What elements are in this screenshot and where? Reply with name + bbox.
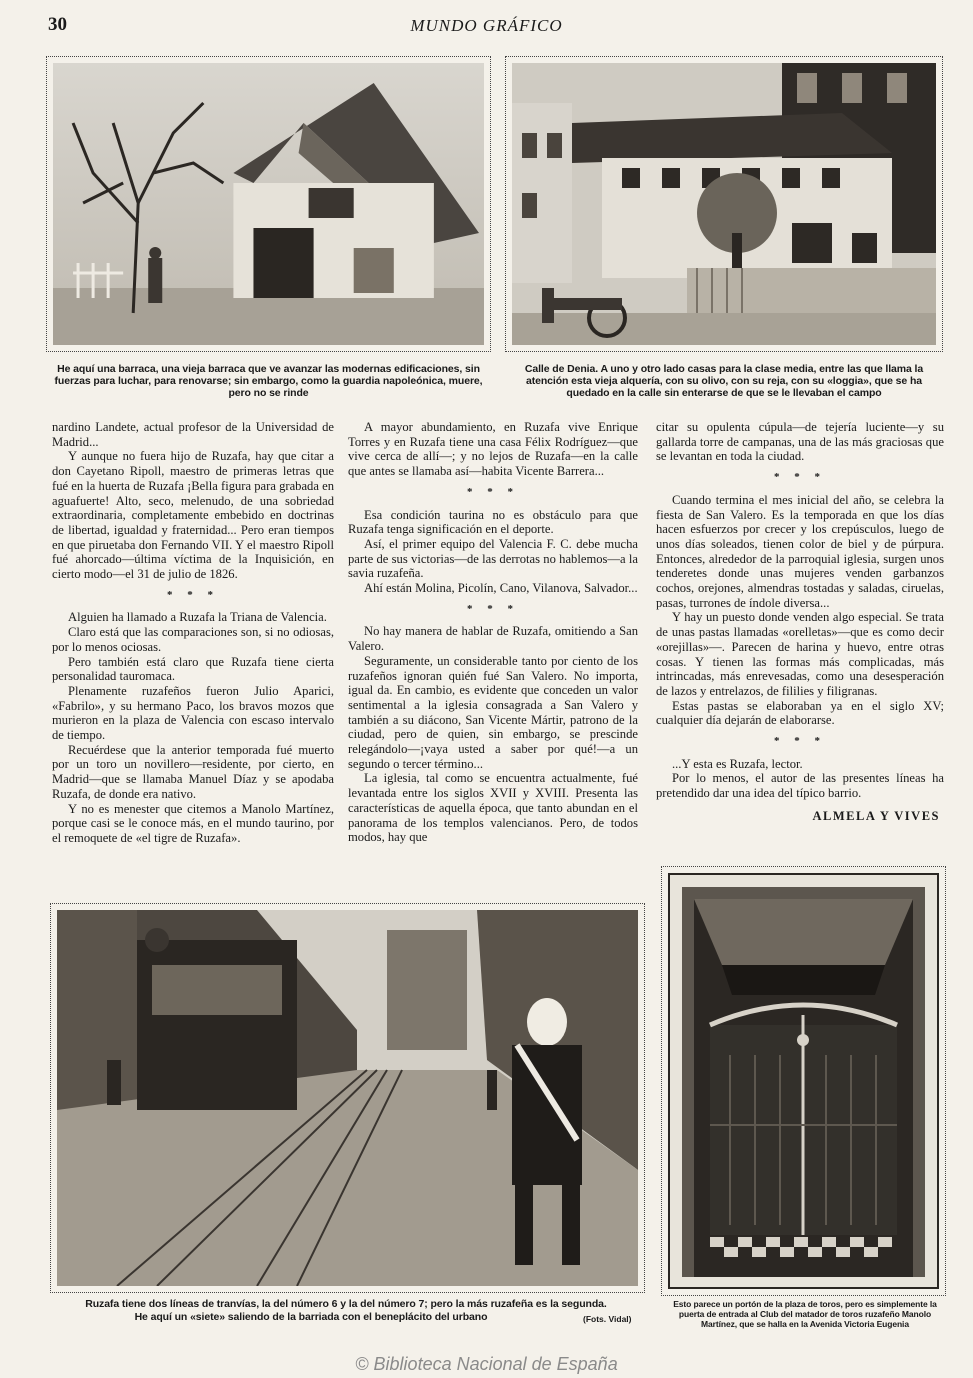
photo-calle-denia-frame bbox=[505, 56, 943, 352]
col2-paragraph-3: Así, el primer equipo del Valencia F. C. debe mucha parte de sus victorias—de las derrotas no hablemos—a la savia ruzafeña. bbox=[348, 536, 638, 581]
col3-paragraph-5: ...Y esta es Ruzafa, lector. bbox=[672, 756, 803, 771]
photo-tranvia-frame bbox=[50, 903, 645, 1293]
caption-barraca: He aquí una barraca, una vieja barraca que ve avanzar las modernas edificaciones, sin fuerzas para luchar, para renovarse; sin embargo, como la guardia napoleónica, muere, pero no se rinde bbox=[54, 363, 483, 399]
col2-paragraph-4: Ahí están Molina, Picolín, Cano, Vilanova, Salvador... bbox=[364, 581, 638, 596]
photo-credit: (Fots. Vidal) bbox=[583, 1314, 632, 1324]
col1-paragraph-8: Y no es menester que citemos a Manolo Martínez, porque casi se le conoce más, en el mundo taurino, por el remoquete de «el tigre de Ruzafa». bbox=[52, 801, 334, 845]
caption-porton: Esto parece un portón de la plaza de toros, pero es simplemente la puerta de entrada al Club del matador de toros ruzafeño Manolo Martínez, que se halla en la Avenida Victoria Eugenia bbox=[673, 1299, 937, 1329]
col1-paragraph-5: Pero también está claro que Ruzafa tiene cierta personalidad tauromaca. bbox=[52, 654, 334, 684]
section-separator: * * * bbox=[467, 602, 519, 615]
col3-paragraph-4: Estas pastas se elaboraban ya en el siglo XV; cualquier día dejarán de elaborarse. bbox=[656, 698, 944, 728]
col2-paragraph-7: La iglesia, tal como se encuentra actualmente, fué levantada entre los siglos XVII y XVIII. Presenta las características de aquella época, que tanto abundan en el panorama de los templos valencianos. Pero, de todos modos, hay que bbox=[348, 771, 638, 845]
photo-calle-denia bbox=[512, 63, 936, 345]
col2-paragraph-5: No hay manera de hablar de Ruzafa, omitiendo a San Valero. bbox=[348, 624, 638, 654]
col3-paragraph-1: citar su opulenta cúpula—de tejería luciente—y su gallarda torre de campanas, una de las más graciosas que se levantan en toda la ciudad. bbox=[656, 420, 944, 464]
porton-image bbox=[670, 875, 937, 1287]
tranvia-image bbox=[57, 910, 638, 1286]
col1-paragraph-2: Y aunque no fuera hijo de Ruzafa, hay que citar a don Cayetano Ripoll, maestro de primeras letras que fué en la huerta de Ruzafa ¡Bella figura para grabada en aguafuerte! Alto, seco, melenudo, de una sobriedad extraordinaria, completamente embebido en doctrinas de libertad, igualdad y fraternidad... Pero eran tiempos en que piruetaba don Fernando VII. Y el maestro Ripoll fué ahorcado—última víctima de la Inquisición, en cierto modo—el 31 de julio de 1826. bbox=[52, 449, 334, 582]
caption-calle-denia: Calle de Denia. A uno y otro lado casas para la clase media, entre las que llama la atención esta vieja alquería, con su olivo, con su reja, con su «loggia», que se ha quedado en la calle sin enterarse de que se le llevaban el campo bbox=[524, 363, 924, 399]
text-column-3 bbox=[656, 420, 944, 824]
photo-porton bbox=[668, 873, 939, 1289]
barraca-image bbox=[53, 63, 484, 345]
col2-paragraph-6: Seguramente, un considerable tanto por ciento de los ruzafeños ignoran quién fué San Valero. No importa, igual da. En cambio, es evidente que conceden un valor sentimental a la iglesia consagrada a San Valero y también a su diácono, San Vicente Mártir, patrono de la ciudad, pero de quien, sin embargo, se prescinde relegándolo—¡vaya usted a saber por qué!—a un segundo o tercer término... bbox=[348, 653, 638, 771]
library-watermark: © Biblioteca Nacional de España bbox=[355, 1354, 618, 1374]
caption-tranvia-line-1: Ruzafa tiene dos líneas de tranvías, la del número 6 y la del número 7; pero la más ruzafeña es la segunda. bbox=[85, 1298, 607, 1310]
col3-paragraph-6: Por lo menos, el autor de las presentes líneas ha pretendido dar una idea del típico barrio. bbox=[656, 771, 944, 801]
section-separator: * * * bbox=[167, 588, 219, 601]
caption-tranvia-line-2: He aquí un «siete» saliendo de la barriada con el beneplácito del urbano bbox=[134, 1311, 488, 1323]
col1-paragraph-1: nardino Landete, actual profesor de la Universidad de Madrid... bbox=[52, 420, 334, 449]
col2-paragraph-2: Esa condición taurina no es obstáculo para que Ruzafa tenga significación en el deporte. bbox=[348, 507, 638, 537]
magazine-title: MUNDO GRÁFICO bbox=[410, 16, 563, 35]
section-separator: * * * bbox=[774, 735, 826, 748]
col1-paragraph-7: Recuérdese que la anterior temporada fué muerto por un toro un novillero—residente, por cierto, en Madrid—que se llamaba Manuel Díaz y se apodaba Ruzafa, de donde era nativo. bbox=[52, 742, 334, 801]
photo-porton-frame bbox=[661, 866, 946, 1296]
text-column-1 bbox=[52, 420, 334, 846]
photo-barraca bbox=[53, 63, 484, 345]
col1-paragraph-3: Alguien ha llamado a Ruzafa la Triana de Valencia. bbox=[68, 610, 327, 625]
photo-barraca-frame bbox=[46, 56, 491, 352]
col3-paragraph-3: Y hay un puesto donde venden algo especial. Se trata de unas pastas llamadas «orelletas»—que es como decir «orejillas»—. Parecen de harina y huevo, entre otras cosas. Y tienen las formas más complicadas, más intrincadas, más enrevesadas, como una desesperación de lazos y entrelazos, de fililies y filigranas. bbox=[656, 610, 944, 698]
col2-paragraph-1: A mayor abundamiento, en Ruzafa vive Enrique Torres y en Ruzafa tiene una casa Félix Rodríguez—que vive cerca de allí—; y no lejos de Ruzafa—en la calle que antes se llamaba así—habita Vicente Barrera... bbox=[348, 420, 638, 479]
author-byline: ALMELA Y VIVES bbox=[812, 808, 940, 823]
col3-paragraph-2: Cuando termina el mes inicial del año, se celebra la fiesta de San Valero. Es la temporada en que los días hacen esfuerzos por crecer y los crepúsculos, luego de unos días soleados, tienen color de biel y de púrpura. Entonces, alrededor de la parroquial iglesia, surgen unos tenderetes donde unas mujeres venden garbanzos cochos, orejones, almendras tostadas y saladas, ciruelas, pasas, turrones de índole diversa... bbox=[656, 492, 944, 610]
section-separator: * * * bbox=[467, 485, 519, 498]
col1-paragraph-4: Claro está que las comparaciones son, si no odiosas, por lo menos ociosas. bbox=[52, 625, 334, 654]
section-separator: * * * bbox=[774, 471, 826, 484]
calle-denia-image bbox=[512, 63, 936, 345]
photo-tranvia bbox=[57, 910, 638, 1286]
text-column-2 bbox=[348, 420, 638, 845]
col1-paragraph-6: Plenamente ruzafeños fueron Julio Aparici, «Fabrilo», y su hermano Paco, los bravos mozos que murieron en la plaza de Valencia con escaso intervalo de tiempo. bbox=[52, 683, 334, 743]
page-number: 30 bbox=[48, 14, 67, 35]
